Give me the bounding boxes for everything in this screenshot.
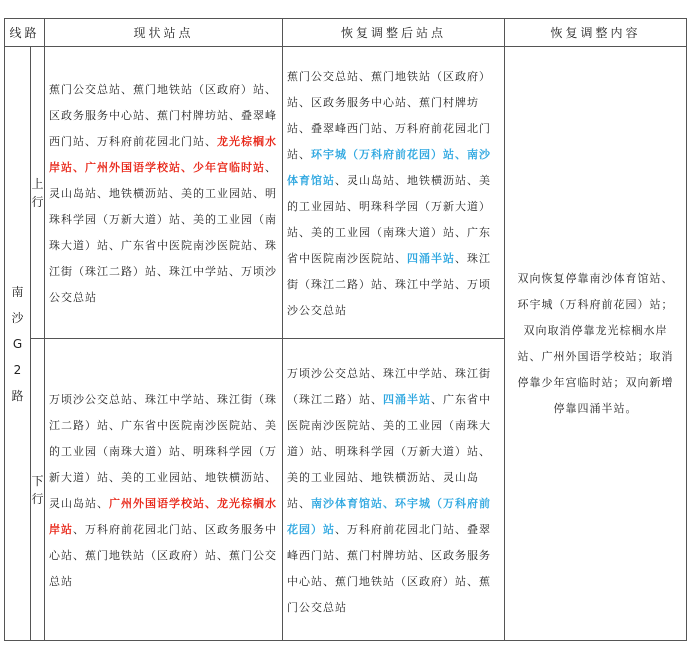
direction-char: 行: [31, 491, 44, 506]
direction-char: 上: [31, 176, 44, 191]
added-station-text: 南沙体育馆站、环宇城（万科府前花园）站: [287, 496, 492, 536]
station-text: 、珠江街（珠江二路）站、珠江中学站、万顷沙公交总站: [287, 251, 492, 317]
down-current-stations: [45, 339, 283, 641]
up-current-stations: [45, 47, 283, 339]
station-text: 蕉门公交总站、蕉门地铁站（区政府）站、区政务服务中心站、蕉门村牌坊站、叠翠峰西门站、万科府前花园北门站、: [49, 82, 278, 148]
up-row: [5, 47, 687, 339]
route-adjustment-table: [4, 18, 687, 641]
header-row: [5, 19, 687, 47]
station-text: 、灵山岛站、地铁横沥站、美的工业园站、明珠科学园（万新大道）站、美的工业园（南珠大道）站、广东省中医院南沙医院站、珠江街（珠江二路）站、珠江中学站、万顷沙公交总站: [49, 160, 278, 304]
route-char: 2: [13, 362, 22, 377]
removed-station-text: 广州外国语学校站、龙光棕榈水岸站: [49, 496, 278, 536]
station-text: 、万科府前花园北门站、区政务服务中心站、蕉门地铁站（区政府）站、蕉门公交总站: [49, 522, 278, 588]
added-station-text: 环宇城（万科府前花园）站、南沙体育馆站: [287, 147, 492, 187]
route-name-cell: [5, 47, 31, 641]
header-current-stations: 现状站点: [45, 19, 283, 47]
header-adjustment-content: 恢复调整内容: [505, 19, 687, 47]
up-adjusted-stations: [283, 47, 505, 339]
station-text: 万顷沙公交总站、珠江中学站、珠江街（珠江二路）站、: [287, 366, 492, 406]
added-station-text: 四涌半站: [383, 392, 432, 406]
header-line: 线路: [5, 19, 45, 47]
route-char: 沙: [11, 310, 24, 325]
direction-char: 行: [31, 194, 44, 209]
added-station-text: 四涌半站: [407, 251, 456, 265]
station-text: 、灵山岛站、地铁横沥站、美的工业园站、明珠科学园（万新大道）站、美的工业园（南珠大道）站、广东省中医院南沙医院站、: [287, 173, 492, 265]
station-text: 蕉门公交总站、蕉门地铁站（区政府）站、区政务服务中心站、蕉门村牌坊站、叠翠峰西门站、万科府前花园北门站、: [287, 69, 492, 161]
direction-char: 下: [31, 473, 44, 488]
station-text: 、万科府前花园北门站、叠翠峰西门站、蕉门村牌坊站、区政务服务中心站、蕉门地铁站（区政府）站、蕉门公交总站: [287, 522, 492, 614]
route-char: G: [12, 336, 23, 351]
route-char: 路: [11, 388, 24, 403]
direction-up-cell: [31, 47, 45, 339]
down-adjusted-stations: [283, 339, 505, 641]
station-text: 万顷沙公交总站、珠江中学站、珠江街（珠江二路）站、广东省中医院南沙医院站、美的工业园（南珠大道）站、明珠科学园（万新大道）站、美的工业园站、地铁横沥站、灵山岛站、: [49, 392, 278, 510]
direction-down-cell: [31, 339, 45, 641]
route-char: 南: [11, 284, 24, 299]
header-adjusted-stations: 恢复调整后站点: [283, 19, 505, 47]
adjustment-content: 双向恢复停靠南沙体育馆站、环宇城（万科府前花园）站；双向取消停靠龙光棕榈水岸站、广州外国语学校站；取消停靠少年宫临时站；双向新增停靠四涌半站。: [505, 47, 687, 641]
removed-station-text: 龙光棕榈水岸站、广州外国语学校站、少年宫临时站: [49, 134, 278, 174]
station-text: 、广东省中医院南沙医院站、美的工业园（南珠大道）站、明珠科学园（万新大道）站、美的工业园站、地铁横沥站、灵山岛站、: [287, 392, 492, 510]
